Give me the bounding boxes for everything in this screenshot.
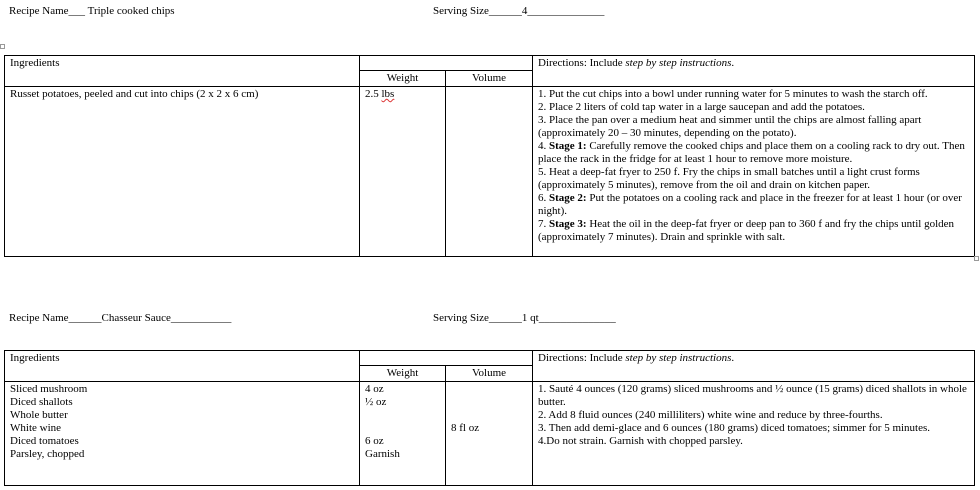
recipe-2-name: Recipe Name______Chasseur Sauce___________ (9, 312, 232, 324)
ingredient-item: Sliced mushroom (10, 383, 88, 395)
direction-step: 1. Sauté 4 ounces (120 grams) sliced mushrooms and ½ ounce (15 grams) diced shallots in whole butter. (538, 383, 967, 408)
directions-header: Directions: Include step by step instructions. (533, 56, 975, 87)
weight-cell (360, 382, 446, 486)
direction-step: 3. Place the pan over a medium heat and simmer until the chips are almost falling apart (approximately 20 – 30 minutes, depending on the potato). (538, 114, 922, 139)
ingredients-header: Ingredients (5, 56, 360, 87)
direction-step: 2. Place 2 liters of cold tap water in a large saucepan and add the potatoes. (538, 101, 865, 113)
ingredients-cell (5, 87, 360, 257)
weight-item: 4 oz (365, 383, 384, 395)
ingredients-header: Ingredients (5, 351, 360, 382)
direction-step: 6. Stage 2: Put the potatoes on a cooling rack and place in the freezer for at least 1 hour (or over night). (538, 192, 962, 217)
table-resize-marker (974, 256, 979, 261)
direction-step: 4.Do not strain. Garnish with chopped parsley. (538, 435, 743, 447)
direction-step: 7. Stage 3: Heat the oil in the deep-fat fryer or deep pan to 360 f and fry the chips until golden (approximately 7 minutes). Drain and sprinkle with salt. (538, 218, 955, 243)
direction-step: 4. Stage 1: Carefully remove the cooked chips and place them on a cooling rack to dry out. Then place the rack in the fridge for at least 1 hour to remove more moisture. (538, 140, 965, 165)
table-anchor-marker (0, 44, 5, 49)
ingredient-item: Russet potatoes, peeled and cut into chips (2 x 2 x 6 cm) (10, 88, 259, 100)
volume-header: Volume (446, 366, 533, 382)
measure-header-blank (360, 56, 533, 71)
measure-header-blank (360, 351, 533, 366)
recipe-1-serving-size: Serving Size______4______________ (433, 5, 605, 17)
directions-cell (533, 382, 975, 486)
recipe-2-table (4, 350, 975, 486)
ingredient-item: White wine (10, 422, 62, 434)
recipe-2-serving-size: Serving Size______1 qt______________ (433, 312, 616, 324)
directions-header: Directions: Include step by step instructions. (533, 351, 975, 382)
directions-cell (533, 87, 975, 257)
weight-item: 2.5 lbs (365, 88, 395, 100)
direction-step: 1. Put the cut chips into a bowl under running water for 5 minutes to wash the starch off. (538, 88, 928, 100)
weight-item: ½ oz (365, 396, 387, 408)
weight-item (365, 422, 440, 435)
direction-step: 2. Add 8 fluid ounces (240 milliliters) white wine and reduce by three-fourths. (538, 409, 883, 421)
volume-cell (446, 382, 533, 486)
ingredients-cell (5, 382, 360, 486)
ingredient-item: Whole butter (10, 409, 68, 421)
recipe-1-name: Recipe Name___ Triple cooked chips (9, 5, 175, 17)
recipe-1-table (4, 55, 975, 257)
volume-cell (446, 87, 533, 257)
ingredient-item: Diced tomatoes (10, 435, 79, 447)
direction-step: 5. Heat a deep-fat fryer to 250 f. Fry the chips in small batches until a light crust forms (approximately 5 minutes), remove from the oil and drain on kitchen paper. (538, 166, 920, 191)
direction-step: 3. Then add demi-glace and 6 ounces (180 grams) diced tomatoes; simmer for 5 minutes. (538, 422, 931, 434)
weight-cell (360, 87, 446, 257)
weight-item (365, 409, 440, 422)
ingredient-item: Diced shallots (10, 396, 73, 408)
volume-header: Volume (446, 71, 533, 87)
weight-header: Weight (360, 366, 446, 382)
weight-item: Garnish (365, 448, 400, 460)
weight-header: Weight (360, 71, 446, 87)
ingredient-item: Parsley, chopped (10, 448, 85, 460)
weight-item: 6 oz (365, 435, 384, 447)
volume-item: 8 fl oz (451, 422, 480, 434)
